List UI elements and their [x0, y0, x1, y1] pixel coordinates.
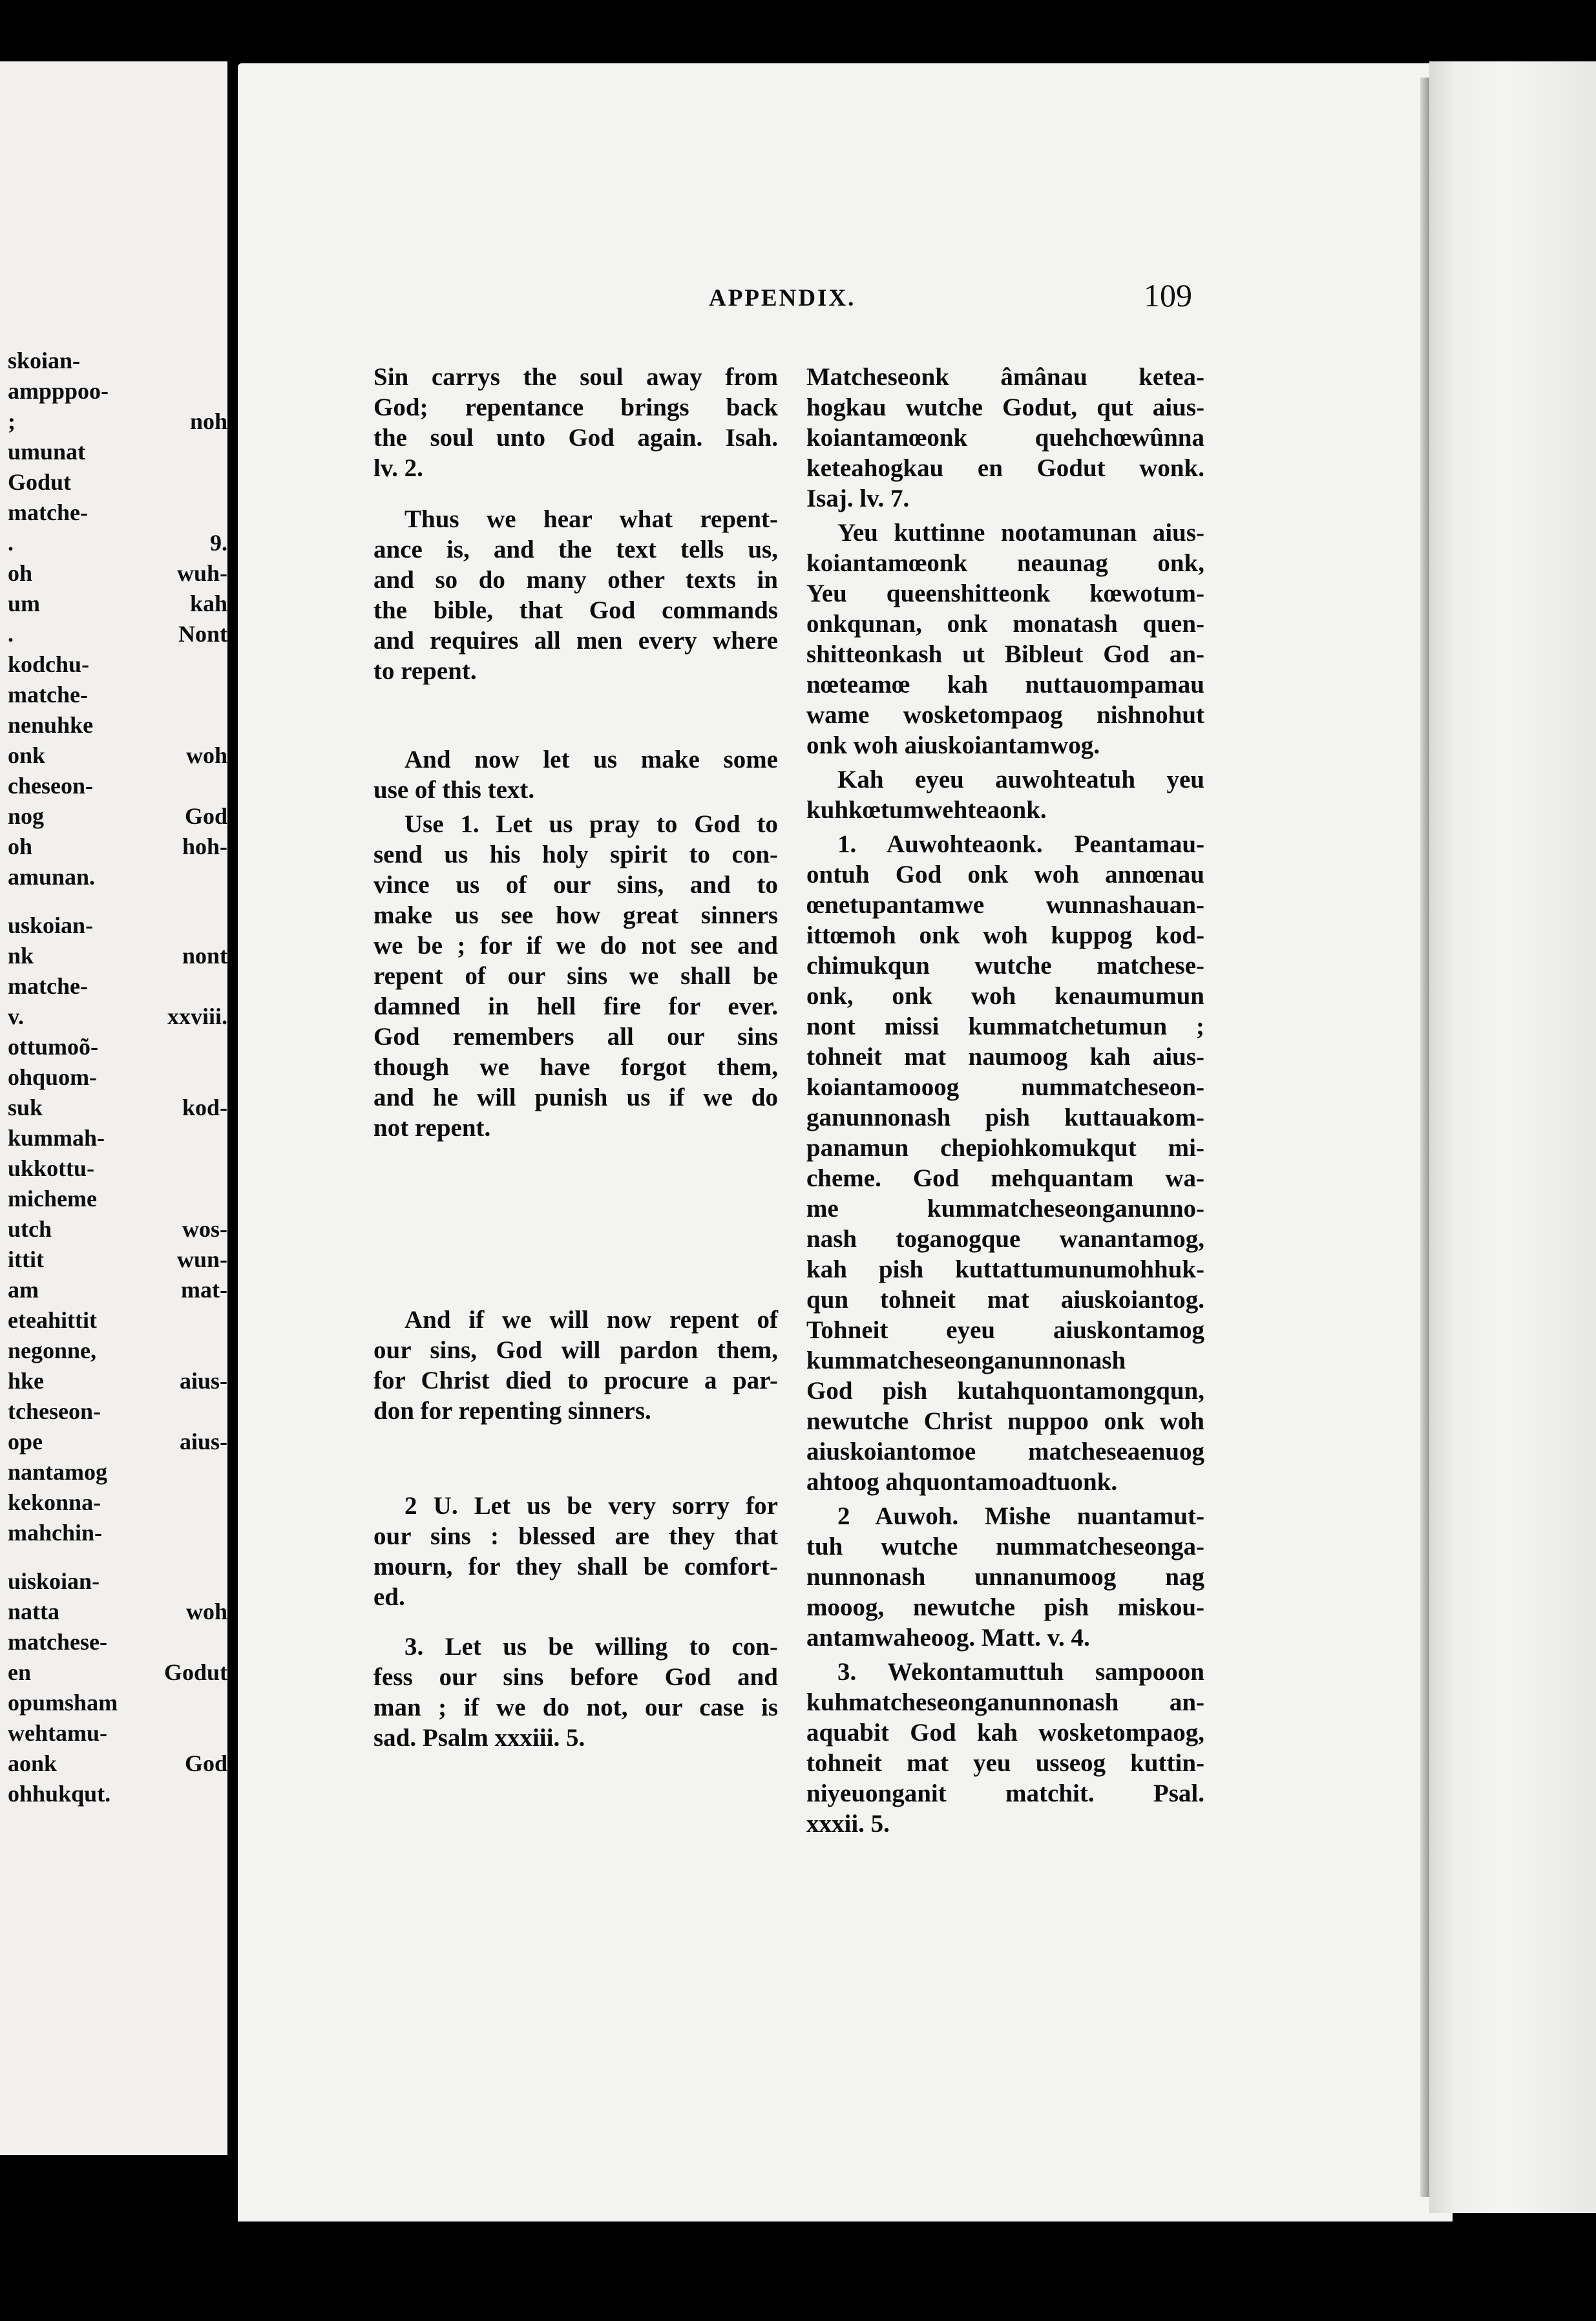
text-line: not repent.: [373, 1114, 491, 1142]
english-paragraph: [373, 362, 778, 483]
text-line: send us his holy spirit to con-: [373, 841, 778, 868]
text-line: ed.: [373, 1583, 405, 1611]
english-paragraph: [373, 809, 778, 1143]
text-line: tohneit mat yeu usseog kuttin-: [806, 1749, 1204, 1777]
left-block-1: [8, 346, 227, 892]
left-line: opumsham: [8, 1690, 118, 1716]
text-line: chimukqun wutche matchese-: [806, 952, 1204, 980]
english-paragraph: [373, 504, 778, 686]
left-line: . Nont: [8, 621, 227, 647]
text-line: kah pish kuttattumunumohhuk-: [806, 1255, 1204, 1283]
text-line: panamun chepiohkomukqut mi-: [806, 1134, 1204, 1162]
left-line: ope aius-: [8, 1429, 227, 1455]
left-line: ; noh: [8, 408, 227, 434]
left-line: aonk God: [8, 1750, 227, 1776]
left-line: um kah: [8, 591, 227, 616]
page-number: 109: [1144, 277, 1192, 313]
left-line: matche-: [8, 973, 88, 999]
text-line: onkqunan, onk monatash quen-: [806, 610, 1204, 638]
massachusett-paragraph: [806, 1657, 1204, 1839]
text-line: ahtoog ahquontamoadtuonk.: [806, 1468, 1118, 1496]
left-line: kummah-: [8, 1125, 105, 1151]
text-line: nash toganogque wanantamog,: [806, 1225, 1204, 1253]
text-line: niyeuonganit matchit. Psal.: [806, 1780, 1204, 1807]
left-line: ohquom-: [8, 1064, 98, 1090]
left-line: ottumoõ-: [8, 1034, 98, 1060]
text-line: God remembers all our sins: [373, 1023, 778, 1051]
text-line: we be ; for if we do not see and: [373, 932, 778, 960]
left-line: nog God: [8, 803, 227, 829]
text-line: Yeu kuttinne nootamunan aius-: [837, 519, 1204, 547]
text-line: cheme. God mehquantam wa-: [806, 1164, 1204, 1192]
left-line: skoian-: [8, 348, 81, 373]
text-line: And if we will now repent of: [404, 1306, 778, 1334]
left-line: micheme: [8, 1186, 97, 1212]
text-line: antamwaheoog. Matt. v. 4.: [806, 1624, 1090, 1652]
text-line: xxxii. 5.: [806, 1810, 890, 1838]
left-line: onk woh: [8, 742, 227, 768]
text-line: Kah eyeu auwohteatuh yeu: [837, 766, 1204, 793]
text-line: hogkau wutche Godut, qut aius-: [806, 394, 1204, 421]
text-line: nunnonash unnanumoog nag: [806, 1563, 1204, 1591]
text-line: don for repenting sinners.: [373, 1397, 651, 1425]
left-line: am mat-: [8, 1277, 227, 1303]
text-line: and requires all men every where: [373, 627, 778, 655]
text-line: And now let us make some: [404, 746, 778, 773]
left-line: kekonna-: [8, 1489, 101, 1515]
left-line: utch wos-: [8, 1216, 227, 1242]
left-line: hke aius-: [8, 1368, 227, 1394]
text-line: aiuskoiantomoe matcheseaenuog: [806, 1438, 1204, 1465]
text-line: man ; if we do not, our case is: [373, 1694, 778, 1721]
text-line: 3. Let us be willing to con-: [404, 1633, 778, 1661]
massachusett-paragraph: [806, 764, 1204, 825]
text-line: me kummatcheseonganunno-: [806, 1195, 1204, 1223]
left-line: mahchin-: [8, 1520, 103, 1546]
text-line: qun tohneit mat aiuskoiantog.: [806, 1286, 1204, 1314]
text-line: onk, onk woh kenaumumun: [806, 982, 1204, 1010]
left-line: ittit wun-: [8, 1246, 227, 1272]
massachusett-paragraph: [806, 829, 1204, 1497]
left-line: amunan.: [8, 864, 96, 890]
left-line: nantamog: [8, 1459, 108, 1485]
page-fore-edge: [1429, 61, 1596, 2213]
text-line: newutche Christ nuppoo onk woh: [806, 1407, 1204, 1435]
text-line: make us see how great sinners: [373, 901, 778, 929]
left-line: Godut: [8, 469, 72, 495]
english-paragraph: [373, 744, 778, 805]
left-line: oh wuh-: [8, 560, 227, 586]
left-line: ohhukqut.: [8, 1781, 111, 1807]
text-line: our sins : blessed are they that: [373, 1522, 778, 1550]
left-line: nenuhke: [8, 712, 94, 738]
left-line: oh hoh-: [8, 834, 227, 859]
left-line: cheseon-: [8, 773, 93, 799]
text-line: Tohneit eyeu aiuskontamog: [806, 1316, 1204, 1344]
left-line: matche-: [8, 682, 88, 708]
text-line: mourn, for they shall be comfort-: [373, 1553, 778, 1581]
text-line: koiantamœonk quehchœwûnna: [806, 424, 1204, 452]
left-line: tcheseon-: [8, 1398, 101, 1424]
text-line: kuhmatcheseonganunnonash an-: [806, 1688, 1204, 1716]
left-line: ampppoo-: [8, 378, 109, 404]
text-line: Yeu queenshitteonk kœwotum-: [806, 580, 1204, 607]
text-line: shitteonkash ut Bibleut God an-: [806, 640, 1204, 668]
text-line: 1. Auwohteaonk. Peantamau-: [837, 830, 1204, 858]
text-line: the soul unto God again. Isah.: [373, 424, 778, 452]
massachusett-column: [806, 362, 1204, 1843]
text-line: Thus we hear what repent-: [404, 505, 778, 533]
text-line: Matcheseonk âmânau ketea-: [806, 363, 1204, 391]
text-line: fess our sins before God and: [373, 1663, 778, 1691]
text-line: and so do many other texts in: [373, 566, 778, 594]
text-line: mooog, newutche pish miskou-: [806, 1593, 1204, 1621]
left-line: uiskoian-: [8, 1568, 100, 1594]
text-line: œnetupantamwe wunnashauan-: [806, 891, 1204, 919]
left-line: suk kod-: [8, 1095, 227, 1120]
left-line: kodchu-: [8, 651, 90, 677]
text-line: lv. 2.: [373, 454, 423, 482]
text-line: tohneit mat naumoog kah aius-: [806, 1043, 1204, 1071]
left-block-3: [8, 1566, 227, 1809]
english-paragraph: [373, 1632, 778, 1753]
text-line: koiantamooog nummatcheseon-: [806, 1073, 1204, 1101]
left-line: matchese-: [8, 1629, 107, 1655]
massachusett-paragraph: [806, 362, 1204, 514]
text-line: ganunnonash pish kuttauakom-: [806, 1104, 1204, 1131]
text-line: 2 Auwoh. Mishe nuantamut-: [837, 1502, 1204, 1530]
text-line: the bible, that God commands: [373, 596, 778, 624]
massachusett-paragraph: [806, 518, 1204, 761]
text-line: Isaj. lv. 7.: [806, 485, 910, 512]
text-line: ittœmoh onk woh kuppog kod-: [806, 921, 1204, 949]
text-line: 2 U. Let us be very sorry for: [404, 1492, 778, 1520]
left-line: uskoian-: [8, 912, 94, 938]
text-line: wame wosketompaog nishnohut: [806, 701, 1204, 729]
left-line: eteahittit: [8, 1307, 97, 1333]
text-line: onk woh aiuskoiantamwog.: [806, 731, 1100, 759]
left-line: negonne,: [8, 1338, 97, 1363]
left-line: umunat: [8, 439, 86, 465]
running-head: APPENDIX.: [709, 285, 856, 311]
left-block-2: [8, 910, 227, 1548]
english-paragraph: [373, 1305, 778, 1426]
left-line: matche-: [8, 499, 88, 525]
text-line: sad. Psalm xxxiii. 5.: [373, 1724, 585, 1752]
text-line: koiantamœonk neaunag onk,: [806, 549, 1204, 577]
text-line: kummatcheseonganunnonash: [806, 1347, 1126, 1374]
text-line: Use 1. Let us pray to God to: [404, 810, 778, 838]
left-line: nk nont: [8, 943, 227, 969]
left-line: . 9.: [8, 530, 227, 556]
left-line: ukkottu-: [8, 1155, 95, 1181]
text-line: ontuh God onk woh annœnau: [806, 861, 1204, 888]
text-line: 3. Wekontamuttuh sampooon: [837, 1658, 1204, 1686]
text-line: though we have forgot them,: [373, 1053, 778, 1081]
left-line: en Godut: [8, 1659, 227, 1685]
text-line: for Christ died to procure a par-: [373, 1367, 778, 1394]
facing-left-page: [0, 61, 227, 2155]
text-line: tuh wutche nummatcheseonga-: [806, 1533, 1204, 1560]
text-line: God; repentance brings back: [373, 394, 778, 421]
text-line: keteahogkau en Godut wonk.: [806, 454, 1204, 482]
left-line: wehtamu-: [8, 1720, 107, 1746]
left-line: v. xxviii.: [8, 1003, 227, 1029]
text-line: repent of our sins we shall be: [373, 962, 778, 990]
text-line: aquabit God kah wosketompaog,: [806, 1719, 1204, 1747]
text-line: ance is, and the text tells us,: [373, 536, 778, 563]
text-line: to repent.: [373, 657, 477, 685]
text-line: God pish kutahquontamongqun,: [806, 1377, 1204, 1405]
text-line: nœteamœ kah nuttauompamau: [806, 671, 1204, 698]
english-column: [373, 362, 778, 1769]
text-line: our sins, God will pardon them,: [373, 1336, 778, 1364]
text-line: nont missi kummatchetumun ;: [806, 1013, 1204, 1040]
text-line: vince us of our sins, and to: [373, 871, 778, 899]
text-line: and he will punish us if we do: [373, 1084, 778, 1111]
massachusett-paragraph: [806, 1501, 1204, 1653]
english-paragraph: [373, 1491, 778, 1612]
left-page-text: [8, 346, 227, 1809]
left-line: natta woh: [8, 1599, 227, 1624]
text-line: Sin carrys the soul away from: [373, 363, 778, 391]
text-line: use of this text.: [373, 776, 535, 804]
text-line: kuhkœtumwehteaonk.: [806, 796, 1047, 824]
text-line: damned in hell fire for ever.: [373, 992, 778, 1020]
